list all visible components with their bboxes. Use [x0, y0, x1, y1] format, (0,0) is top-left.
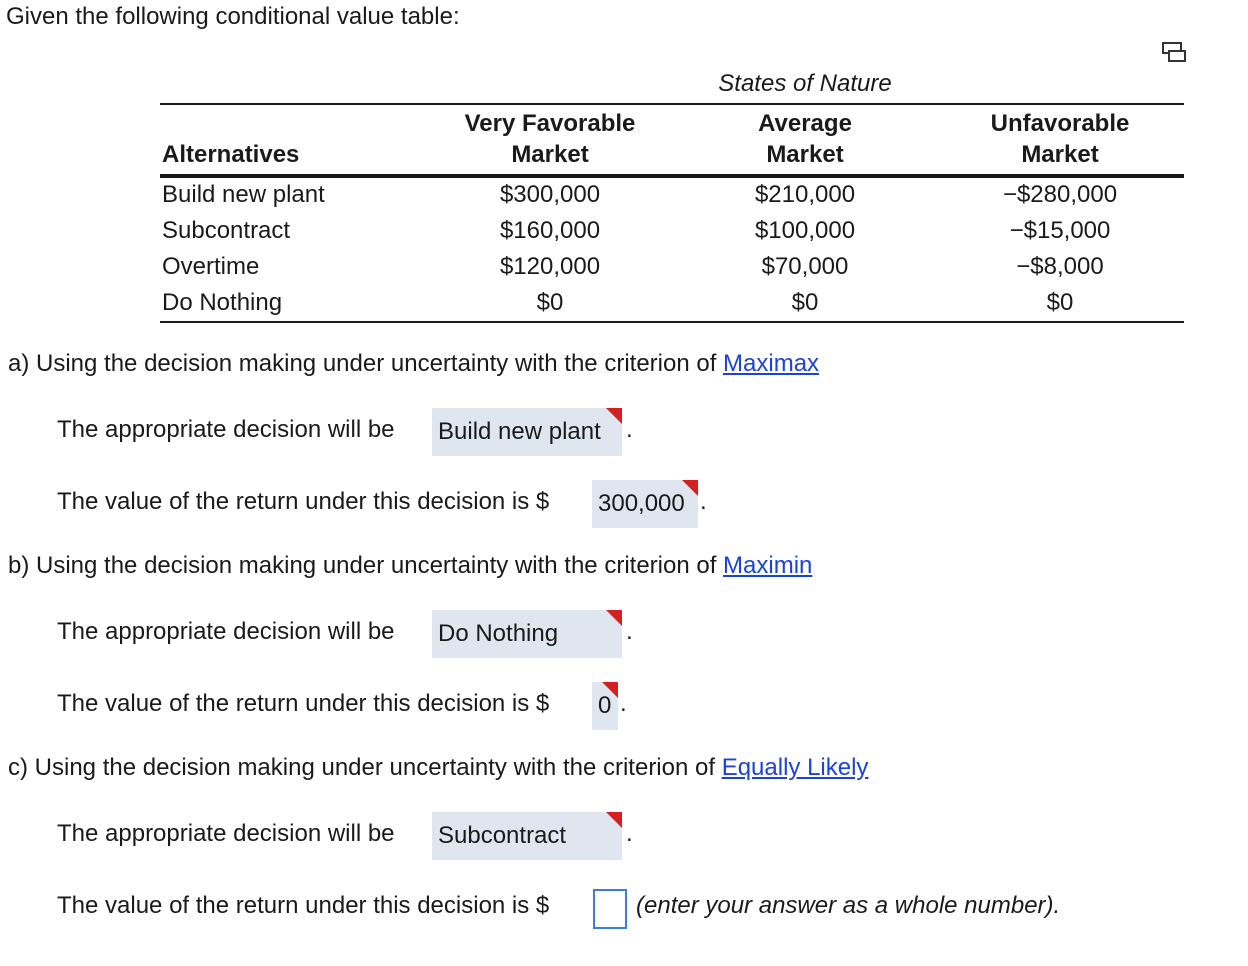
states-of-nature-label: States of Nature: [718, 70, 892, 97]
row-name: Overtime: [162, 253, 260, 280]
row-name: Build new plant: [162, 181, 325, 208]
maximax-link[interactable]: Maximax: [723, 350, 820, 377]
decision-c-answer[interactable]: [432, 812, 622, 860]
question-c: [8, 754, 868, 782]
whole-number-hint: (enter your answer as a whole number).: [636, 892, 1061, 919]
flag-icon: [606, 812, 622, 828]
header-unfavorable-line1: Unfavorable: [990, 110, 1130, 137]
question-a-text: a) Using the decision making under uncertainty with the criterion of: [8, 350, 724, 377]
decision-a-answer-text: Build new plant: [438, 418, 601, 445]
value-a-prompt: The value of the return under this decision is $: [57, 488, 550, 515]
value-b-answer[interactable]: [592, 682, 618, 730]
value-c-prompt: The value of the return under this decision is $: [57, 892, 550, 919]
value-a-answer-text: 300,000: [598, 490, 685, 517]
period: .: [700, 488, 707, 515]
header-unfavorable-line2: Market: [1021, 141, 1099, 168]
decision-c-prompt: The appropriate decision will be: [57, 820, 395, 847]
question-c-text: c) Using the decision making under uncertainty with the criterion of: [8, 754, 722, 781]
decision-b-prompt: The appropriate decision will be: [57, 618, 395, 645]
value-b-prompt: The value of the return under this decision is $: [57, 690, 550, 717]
row-value: −$280,000: [1002, 181, 1118, 208]
row-value: $0: [536, 289, 564, 316]
header-very-favorable-line2: Market: [511, 141, 589, 168]
period: .: [626, 820, 633, 847]
row-value: −$15,000: [1009, 217, 1111, 244]
row-value: $0: [1046, 289, 1074, 316]
row-value: $120,000: [499, 253, 601, 280]
row-value: $0: [791, 289, 819, 316]
header-very-favorable-line1: Very Favorable: [464, 110, 636, 137]
row-value: $160,000: [499, 217, 601, 244]
header-alternatives: Alternatives: [162, 141, 300, 168]
question-a: [8, 350, 819, 378]
row-value: $300,000: [499, 181, 601, 208]
maximin-link[interactable]: Maximin: [723, 552, 813, 579]
flag-icon: [682, 480, 698, 496]
table-bottom-rule: [160, 321, 1184, 323]
flag-icon: [602, 682, 618, 698]
period: .: [626, 416, 633, 443]
decision-c-answer-text: Subcontract: [438, 822, 567, 849]
equally-likely-link[interactable]: Equally Likely: [721, 754, 869, 781]
row-name: Subcontract: [162, 217, 291, 244]
row-value: $100,000: [754, 217, 856, 244]
decision-b-answer-text: Do Nothing: [438, 620, 559, 647]
value-a-answer[interactable]: [592, 480, 698, 528]
question-b: [8, 552, 812, 580]
row-name: Do Nothing: [162, 289, 283, 316]
row-value: −$8,000: [1016, 253, 1104, 280]
row-value: $70,000: [761, 253, 849, 280]
value-c-input[interactable]: [593, 889, 627, 929]
period: .: [626, 618, 633, 645]
copy-icon[interactable]: [1160, 40, 1188, 64]
question-b-text: b) Using the decision making under uncertainty with the criterion of: [8, 552, 724, 579]
decision-a-answer[interactable]: [432, 408, 622, 456]
intro-text: Given the following conditional value table:: [6, 3, 460, 30]
decision-b-answer[interactable]: [432, 610, 622, 658]
flag-icon: [606, 610, 622, 626]
flag-icon: [606, 408, 622, 424]
header-average-line2: Market: [766, 141, 844, 168]
period: .: [620, 690, 627, 717]
header-average-line1: Average: [758, 110, 852, 137]
table-top-rule: [160, 103, 1184, 105]
row-value: $210,000: [754, 181, 856, 208]
decision-a-prompt: The appropriate decision will be: [57, 416, 395, 443]
value-b-answer-text: 0: [598, 692, 612, 719]
